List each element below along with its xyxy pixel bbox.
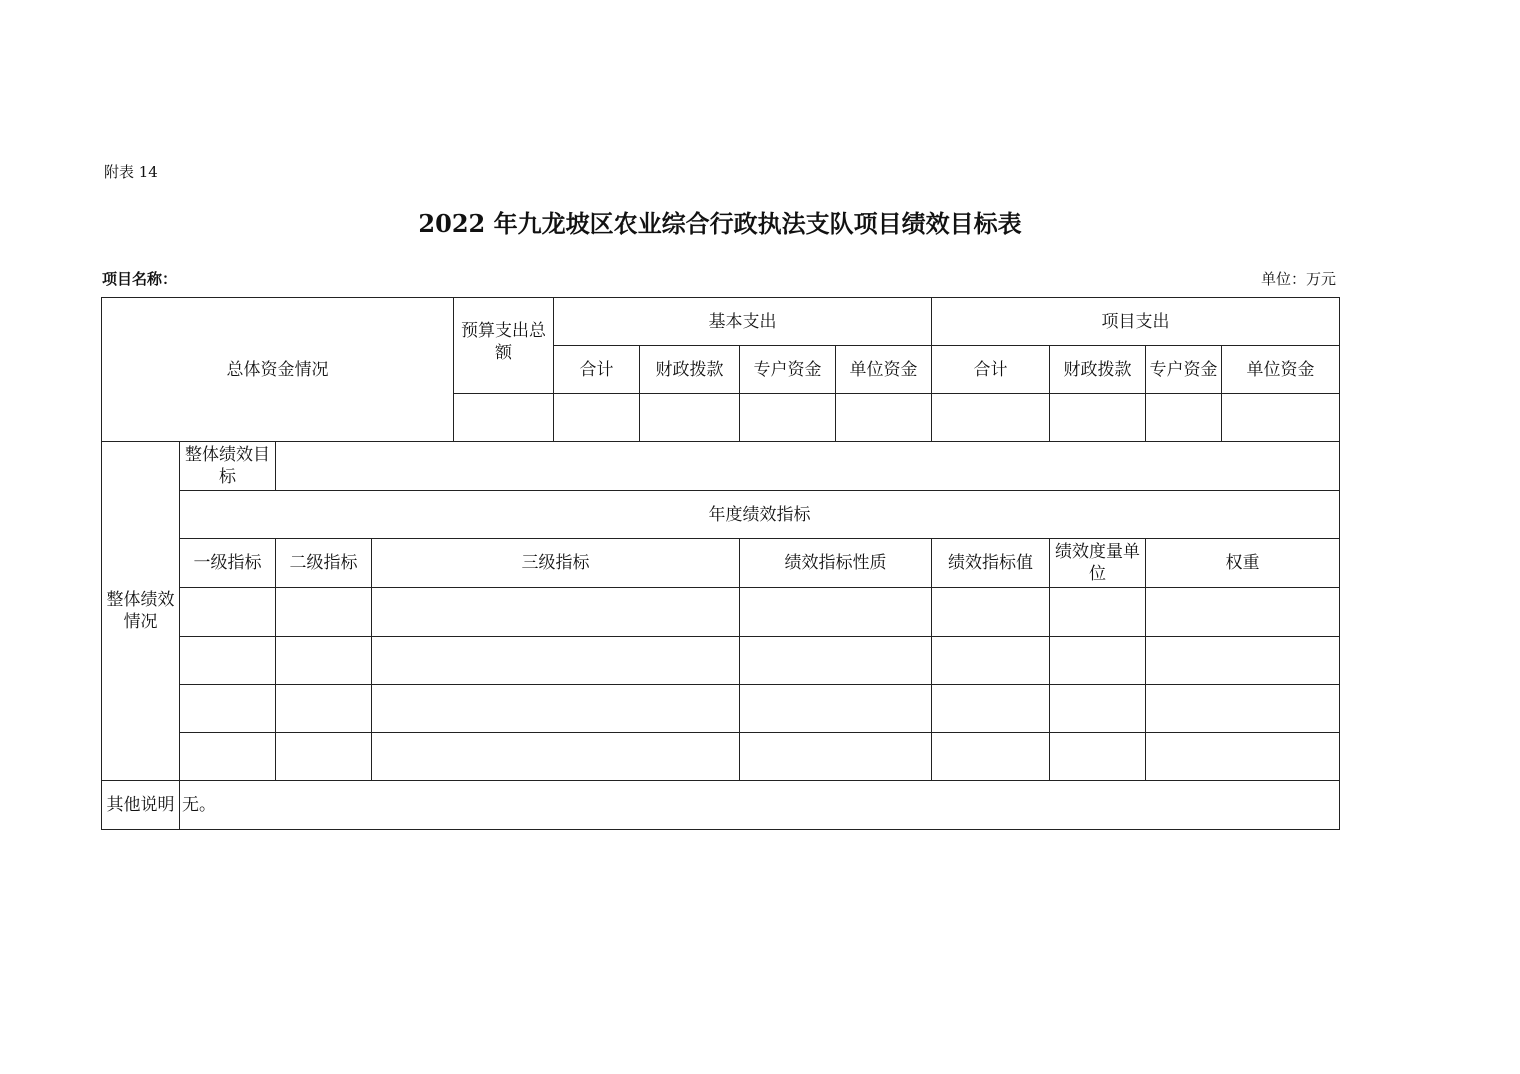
indicator-nature-header: 绩效指标性质 — [740, 539, 932, 588]
basic-unit-cell[interactable] — [836, 394, 932, 442]
value-cell[interactable] — [932, 685, 1050, 733]
attachment-label: 附表 14 — [104, 163, 158, 181]
indicator-header-row — [102, 539, 1340, 588]
basic-fiscal-cell[interactable] — [640, 394, 740, 442]
level3-cell[interactable] — [372, 685, 740, 733]
overall-goal-label: 整体绩效目标 — [180, 442, 276, 491]
level3-indicator-header: 三级指标 — [372, 539, 740, 588]
value-cell[interactable] — [932, 733, 1050, 781]
basic-total-cell[interactable] — [554, 394, 640, 442]
other-notes-row — [102, 781, 1340, 830]
performance-target-table — [101, 297, 1340, 830]
level3-cell[interactable] — [372, 733, 740, 781]
annual-indicators-label: 年度绩效指标 — [180, 491, 1340, 539]
basic-fiscal-header: 财政拨款 — [640, 346, 740, 394]
level2-cell[interactable] — [276, 588, 372, 637]
level1-indicator-header: 一级指标 — [180, 539, 276, 588]
project-expense-label: 项目支出 — [932, 298, 1340, 346]
basic-total-header: 合计 — [554, 346, 640, 394]
weight-cell[interactable] — [1146, 637, 1340, 685]
other-notes-value[interactable]: 无。 — [180, 781, 1340, 830]
level2-cell[interactable] — [276, 733, 372, 781]
level1-cell[interactable] — [180, 685, 276, 733]
nature-cell[interactable] — [740, 733, 932, 781]
unit-cell[interactable] — [1050, 588, 1146, 637]
funding-section-label: 总体资金情况 — [102, 298, 454, 442]
indicator-row — [102, 588, 1340, 637]
level3-cell[interactable] — [372, 637, 740, 685]
unit-cell[interactable] — [1050, 637, 1146, 685]
project-total-cell[interactable] — [932, 394, 1050, 442]
level2-cell[interactable] — [276, 685, 372, 733]
budget-total-cell[interactable] — [454, 394, 554, 442]
indicator-row — [102, 637, 1340, 685]
project-name-label: 项目名称： — [102, 270, 178, 288]
nature-cell[interactable] — [740, 588, 932, 637]
basic-unit-header: 单位资金 — [836, 346, 932, 394]
project-special-cell[interactable] — [1146, 394, 1222, 442]
project-fiscal-header: 财政拨款 — [1050, 346, 1146, 394]
indicator-row — [102, 685, 1340, 733]
weight-header: 权重 — [1146, 539, 1340, 588]
level1-cell[interactable] — [180, 588, 276, 637]
funding-header-row — [102, 298, 1340, 346]
indicator-row — [102, 733, 1340, 781]
project-total-header: 合计 — [932, 346, 1050, 394]
basic-special-header: 专户资金 — [740, 346, 836, 394]
unit-cell[interactable] — [1050, 733, 1146, 781]
weight-cell[interactable] — [1146, 685, 1340, 733]
basic-special-cell[interactable] — [740, 394, 836, 442]
value-cell[interactable] — [932, 588, 1050, 637]
level1-cell[interactable] — [180, 637, 276, 685]
indicator-value-header: 绩效指标值 — [932, 539, 1050, 588]
performance-section-label: 整体绩效情况 — [102, 442, 180, 781]
value-cell[interactable] — [932, 637, 1050, 685]
level1-cell[interactable] — [180, 733, 276, 781]
weight-cell[interactable] — [1146, 588, 1340, 637]
measure-unit-header: 绩效度量单位 — [1050, 539, 1146, 588]
nature-cell[interactable] — [740, 685, 932, 733]
unit-label: 单位：万元 — [1260, 270, 1336, 288]
level2-indicator-header: 二级指标 — [276, 539, 372, 588]
level2-cell[interactable] — [276, 637, 372, 685]
project-fiscal-cell[interactable] — [1050, 394, 1146, 442]
project-unit-cell[interactable] — [1222, 394, 1340, 442]
overall-goal-cell[interactable] — [276, 442, 1340, 491]
document-title: 2022 年九龙坡区农业综合行政执法支队项目绩效目标表 — [418, 209, 1022, 238]
level3-cell[interactable] — [372, 588, 740, 637]
other-notes-label: 其他说明 — [102, 781, 180, 830]
budget-total-label: 预算支出总额 — [454, 298, 554, 394]
project-unit-header: 单位资金 — [1222, 346, 1340, 394]
project-special-header: 专户资金 — [1146, 346, 1222, 394]
basic-expense-label: 基本支出 — [554, 298, 932, 346]
annual-indicators-row — [102, 491, 1340, 539]
nature-cell[interactable] — [740, 637, 932, 685]
overall-goal-row — [102, 442, 1340, 491]
unit-cell[interactable] — [1050, 685, 1146, 733]
weight-cell[interactable] — [1146, 733, 1340, 781]
